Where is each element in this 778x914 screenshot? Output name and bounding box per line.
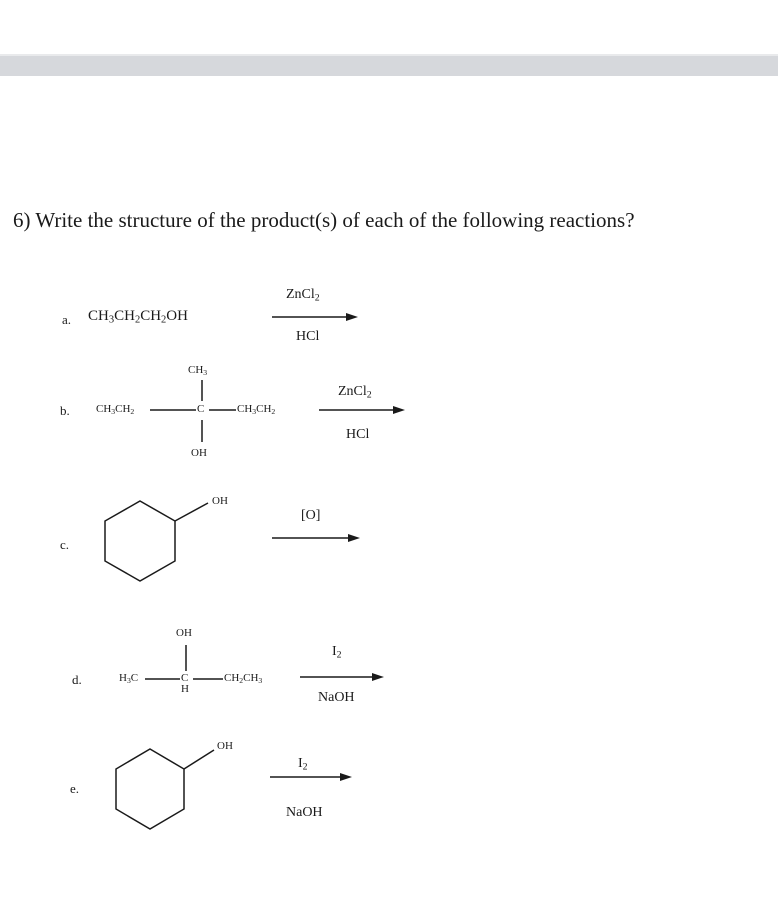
arrowhead-d <box>372 673 384 681</box>
arrowhead-a <box>346 313 358 321</box>
group-b-bottom: OH <box>191 447 207 459</box>
group-b-left: $CH_3CH_2$ <box>96 403 135 416</box>
reagent-c-above: [O] <box>301 508 321 523</box>
atom-d-center: C <box>181 672 189 684</box>
group-b-top: $CH_3$ <box>188 364 208 377</box>
reagent-a-below: HCl <box>296 329 320 344</box>
reagent-d-below: NaOH <box>318 690 355 705</box>
ring-e <box>116 749 184 829</box>
reagent-e-below: NaOH <box>286 805 323 820</box>
arrowhead-b <box>393 406 405 414</box>
group-d-right: $CH_2CH_3$ <box>224 672 263 685</box>
reagent-d-above: $I_2$ <box>332 644 342 661</box>
reactant-a: $CH_3CH_2CH_2OH$ <box>88 308 188 326</box>
group-d-top: OH <box>176 627 192 639</box>
label-b: b. <box>60 403 70 418</box>
question-text: 6) Write the structure of the product(s) of each of the following reactions? <box>13 208 635 232</box>
label-e: e. <box>70 781 80 796</box>
bond-c-oh <box>175 503 208 521</box>
ring-c <box>105 501 175 581</box>
reagent-b-below: HCl <box>346 427 370 442</box>
bond-e-oh <box>184 750 214 769</box>
reagent-e-above: $I_2$ <box>298 756 308 773</box>
group-b-right: $CH_3CH_2$ <box>237 403 276 416</box>
arrowhead-e <box>340 773 352 781</box>
label-d: d. <box>72 672 82 687</box>
arrowhead-c <box>348 534 360 542</box>
label-a: a. <box>62 312 72 327</box>
reagent-a-above: ZnCl$_2$ <box>286 287 320 304</box>
atom-b-center: C <box>197 403 205 415</box>
label-c: c. <box>60 537 70 552</box>
atom-d-h: H <box>181 683 189 695</box>
reagent-b-above: ZnCl$_2$ <box>338 384 372 401</box>
substituent-c: OH <box>212 495 228 507</box>
substituent-e: OH <box>217 740 233 752</box>
group-d-left: $H_3C$ <box>119 672 139 685</box>
